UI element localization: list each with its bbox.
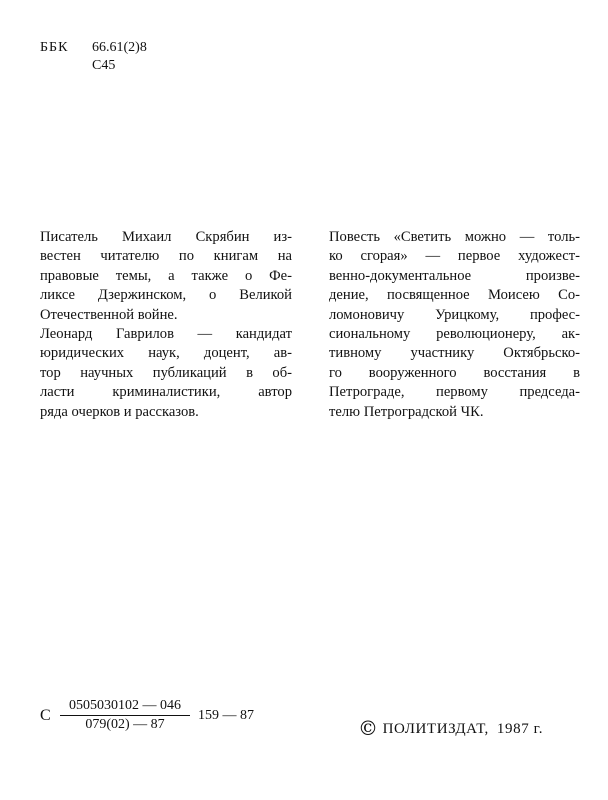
- annotation-line: ласти криминалистики, автор: [40, 384, 292, 401]
- catalog-index-prefix: С: [40, 707, 51, 724]
- author-mark: С45: [92, 58, 116, 73]
- catalog-index-numerator: 0505030102 — 046: [60, 698, 190, 716]
- annotation-line: ликсе Дзержинском, о Великой: [40, 287, 292, 304]
- annotation-line: тивному участнику Октябрьско-: [329, 345, 580, 362]
- annotation-line: ко сгорая» — первое художест-: [329, 248, 580, 265]
- annotation-line: венно-документальное произве-: [329, 267, 580, 284]
- annotation-line: юридических наук, доцент, ав-: [40, 345, 292, 362]
- copyright-icon: ©: [358, 716, 379, 740]
- catalog-index-denominator: 079(02) — 87: [85, 717, 165, 732]
- annotation-line: Петрограде, первому председа-: [329, 384, 580, 401]
- publisher-name: ПОЛИТИЗДАТ,: [382, 721, 489, 737]
- bbk-label: ББК: [40, 40, 69, 55]
- annotation-line: Писатель Михаил Скрябин из-: [40, 229, 292, 245]
- annotation-line: ломоновичу Урицкому, профес-: [329, 306, 580, 323]
- catalog-index-suffix: 159 — 87: [198, 708, 254, 723]
- catalog-index-fraction: [60, 698, 190, 733]
- publication-year: 1987 г.: [496, 721, 544, 737]
- book-annotation: [329, 228, 580, 422]
- annotation-line: Отечественной войне.: [40, 306, 178, 323]
- annotation-line: вестен читателю по книгам на: [40, 248, 292, 265]
- annotation-line: го вооруженного восстания в: [329, 364, 580, 381]
- author-annotation: [40, 228, 292, 422]
- annotation-line: Повесть «Светить можно — толь-: [329, 229, 580, 245]
- annotation-line: дение, посвященное Моисею Со-: [329, 287, 580, 304]
- annotation-line: сиональному революционеру, ак-: [329, 326, 580, 343]
- annotation-line: ряда очерков и рассказов.: [40, 403, 199, 420]
- annotation-line: тор научных публикаций в об-: [40, 364, 292, 381]
- annotation-line: Леонард Гаврилов — кандидат: [40, 326, 292, 343]
- annotation-line: правовые темы, а также о Фе-: [40, 267, 292, 284]
- bbk-code: 66.61(2)8: [92, 40, 147, 55]
- annotation-line: телю Петроградской ЧК.: [329, 403, 484, 420]
- copyright-notice: [358, 716, 543, 740]
